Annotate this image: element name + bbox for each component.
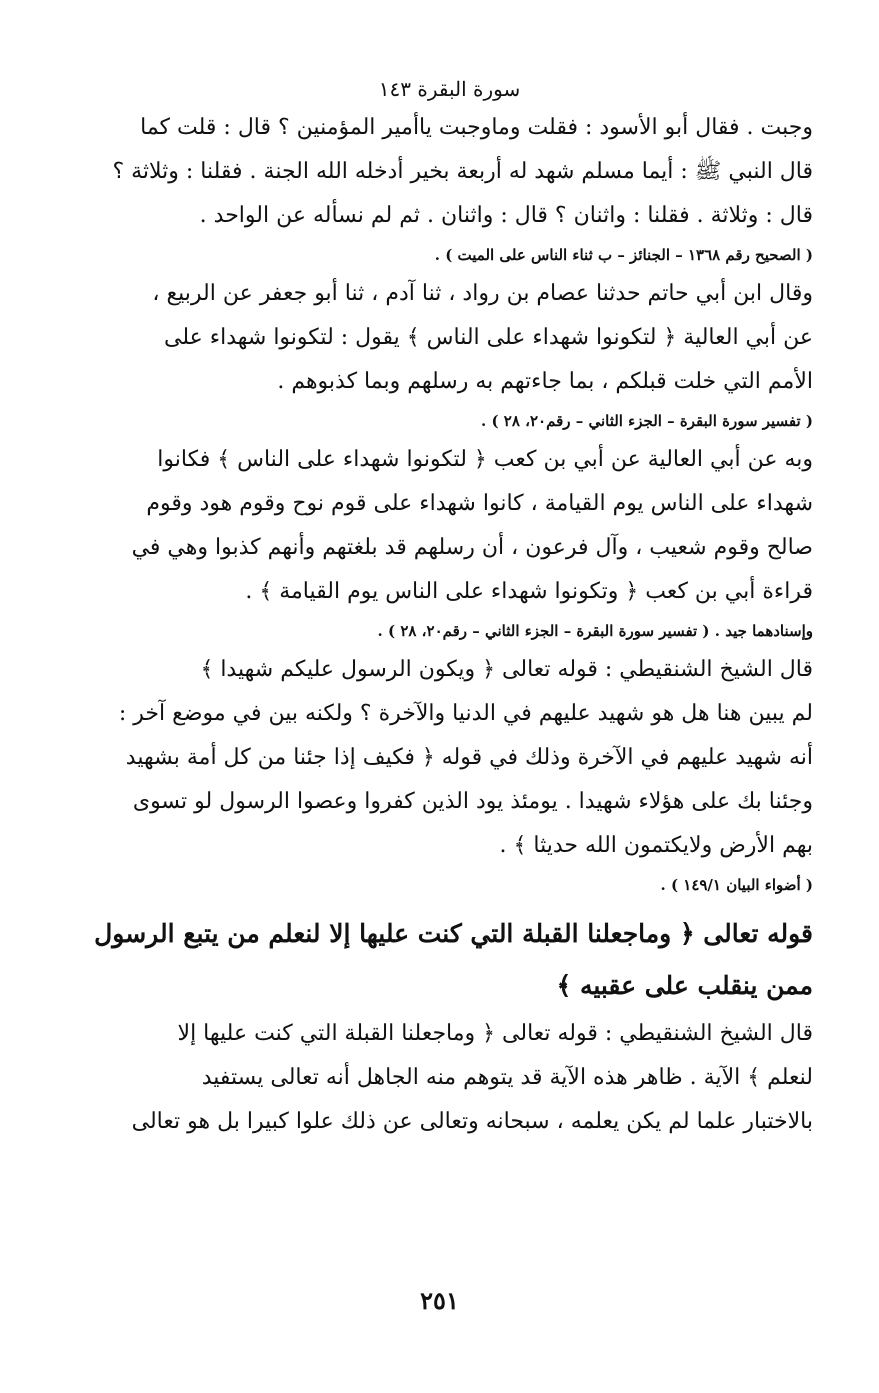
paragraph-hadith-bukhari [86, 106, 813, 238]
text-line: قال : وثلاثة . فقلنا : واثنان ؟ قال : واثنان . ثم لم نسأله عن الواحد . [199, 203, 813, 228]
paragraph-shanqiti [86, 648, 813, 868]
text-line: لم يبين هنا هل هو شهيد عليهم في الدنيا والآخرة ؟ ولكنه بين في موضع آخر : [118, 701, 813, 726]
paragraph-ibn-abi-hatim [86, 272, 813, 404]
citation: ( أضواء البيان ١٤٩/١ ) . [660, 876, 813, 894]
text-line: أنه شهيد عليهم في الآخرة وذلك في قوله ﴿ فكيف إذا جئنا من كل أمة بشهيد [125, 745, 813, 770]
text-line: قال الشيخ الشنقيطي : قوله تعالى ﴿ ويكون الرسول عليكم شهيدا ﴾ [200, 657, 813, 682]
text-line: بهم الأرض ولايكتمون الله حديثا ﴾ . [499, 833, 813, 858]
text-line: قال الشيخ الشنقيطي : قوله تعالى ﴿ وماجعلنا القبلة التي كنت عليها إلا [177, 1021, 813, 1046]
text-line: الأمم التي خلت قبلكم ، بما جاءتهم به رسلهم وبما كذبوهم . [277, 369, 813, 394]
text-line: قال النبي ﷺ : أيما مسلم شهد له أربعة بخير أدخله الله الجنة . فقلنا : وثلاثة ؟ [112, 159, 813, 184]
text-line: قراءة أبي بن كعب ﴿ وتكونوا شهداء على الناس يوم القيامة ﴾ . [245, 579, 813, 604]
text-line: وجئنا بك على هؤلاء شهيدا . يومئذ يود الذين كفروا وعصوا الرسول لو تسوى [132, 789, 813, 814]
paragraph-shanqiti-qiblah [86, 1012, 813, 1144]
heading-line: ممن ينقلب على عقبيه ﴾ [556, 971, 813, 1000]
text-line: لنعلم ﴾ الآية . ظاهر هذه الآية قد يتوهم منه الجاهل أنه تعالى يستفيد [201, 1065, 813, 1090]
paragraph-ubayy-ibn-kab [86, 438, 813, 614]
text-line: وجبت . فقال أبو الأسود : فقلت وماوجبت ياأمير المؤمنين ؟ قال : قلت كما [140, 115, 813, 140]
page-number: ٢٥١ [420, 1286, 459, 1315]
text-line: بالاختبار علما لم يكن يعلمه ، سبحانه وتعالى عن ذلك علوا كبيرا بل هو تعالى [131, 1109, 813, 1134]
text-line: وقال ابن أبي حاتم حدثنا عصام بن رواد ، ثنا آدم ، ثنا أبو جعفر عن الربيع ، [152, 281, 813, 306]
text-line: عن أبي العالية ﴿ لتكونوا شهداء على الناس ﴾ يقول : لتكونوا شهداء على [164, 325, 813, 350]
citation: وإسنادهما جيد . ( تفسير سورة البقرة – الجزء الثاني – رقم٢٠، ٢٨ ) . [377, 622, 813, 640]
page-content [86, 106, 813, 1144]
running-header: سورة البقرة ١٤٣ [378, 77, 521, 101]
text-line: صالح وقوم شعيب ، وآل فرعون ، أن رسلهم قد بلغتهم وأنهم كذبوا وهي في [131, 535, 813, 560]
citation: ( الصحيح رقم ١٣٦٨ – الجنائز – ب ثناء الناس على الميت ) . [434, 246, 813, 264]
verse-heading [86, 908, 813, 1012]
text-line: وبه عن أبي العالية عن أبي بن كعب ﴿ لتكونوا شهداء على الناس ﴾ فكانوا [157, 447, 813, 472]
heading-line: قوله تعالى ﴿ وماجعلنا القبلة التي كنت عليها إلا لنعلم من يتبع الرسول [94, 919, 813, 948]
text-line: شهداء على الناس يوم القيامة ، كانوا شهداء على قوم نوح وقوم هود وقوم [146, 491, 813, 516]
citation: ( تفسير سورة البقرة – الجزء الثاني – رقم٢٠، ٢٨ ) . [481, 412, 813, 430]
